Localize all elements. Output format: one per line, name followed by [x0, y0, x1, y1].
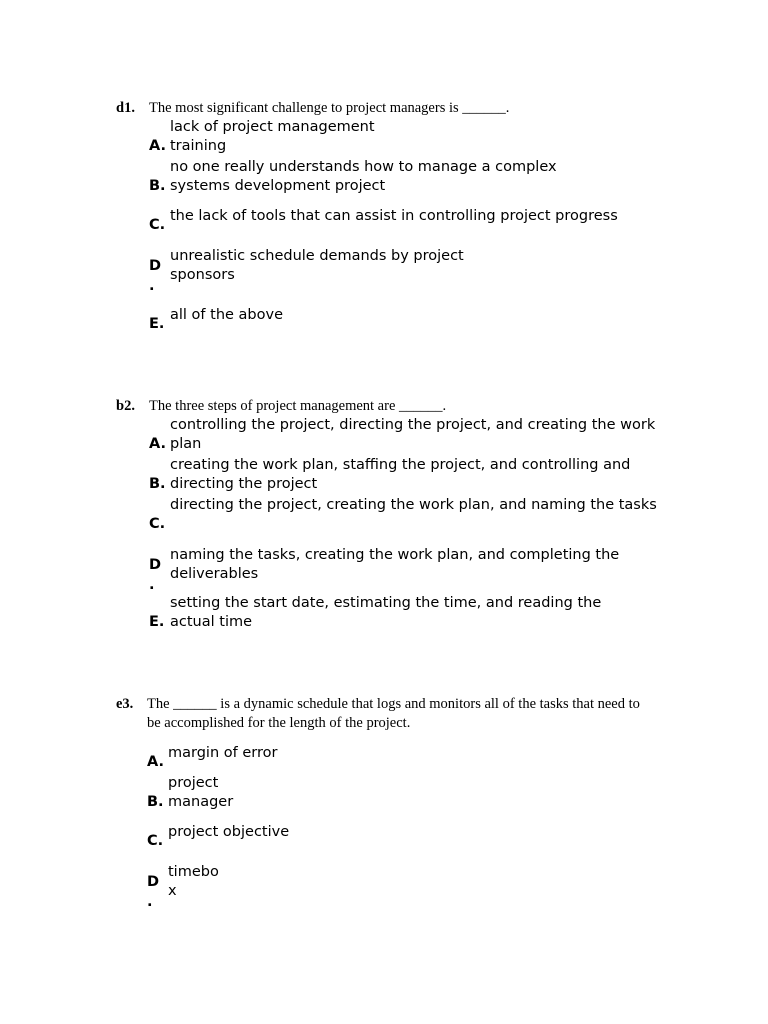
option-text: the lack of tools that can assist in controlling project progress [170, 208, 618, 224]
option-text: unrealistic schedule demands by project sponsors [170, 248, 464, 283]
option-text: project manager [168, 775, 234, 810]
option-text: margin of error [168, 745, 278, 761]
option-text: naming the tasks, creating the work plan, and completing the deliverables [170, 547, 620, 582]
question-3-stem [116, 695, 656, 733]
option-letter: C. [149, 516, 166, 532]
option-letter: E. [149, 316, 165, 332]
option-letter: E. [149, 614, 165, 630]
question-2 [116, 397, 656, 416]
option-text: all of the above [170, 307, 284, 323]
option-text: setting the start date, estimating the time, and reading the actual time [170, 595, 602, 630]
option-text: no one really understands how to manage a complex systems development project [170, 159, 557, 194]
option-text: timebox [168, 864, 219, 899]
question-1-number: d1. [116, 100, 135, 116]
option-letter: B. [149, 178, 166, 194]
question-2-number: b2. [116, 398, 135, 414]
option-letter: B. [147, 794, 164, 810]
option-text: creating the work plan, staffing the project, and controlling and directing the project [170, 457, 631, 492]
option-text: lack of project management training [170, 119, 375, 154]
option-letter: A. [149, 436, 166, 452]
option-letter: A. [147, 754, 164, 770]
option-text: directing the project, creating the work plan, and naming the tasks [170, 497, 657, 513]
question-3-text: The ______ is a dynamic schedule that logs and monitors all of the tasks that need to be accomplished for the length of the project. [147, 696, 640, 731]
option-letter: C. [149, 217, 166, 233]
option-text: project objective [168, 824, 290, 840]
option-letter: B. [149, 476, 166, 492]
question-1-text: The most significant challenge to project managers is ______. [149, 100, 510, 116]
option-letter: D . [149, 557, 162, 593]
option-text: controlling the project, directing the project, and creating the work plan [170, 417, 656, 452]
question-3-number: e3. [116, 696, 134, 712]
question-2-stem [116, 397, 656, 416]
question-2-text: The three steps of project management are ______. [149, 398, 447, 414]
option-letter: A. [149, 138, 166, 154]
question-1 [116, 99, 656, 118]
option-letter: C. [147, 833, 164, 849]
option-letter: D . [147, 874, 160, 910]
question-3 [116, 695, 656, 733]
option-letter: D . [149, 258, 162, 294]
question-1-stem [116, 99, 656, 118]
